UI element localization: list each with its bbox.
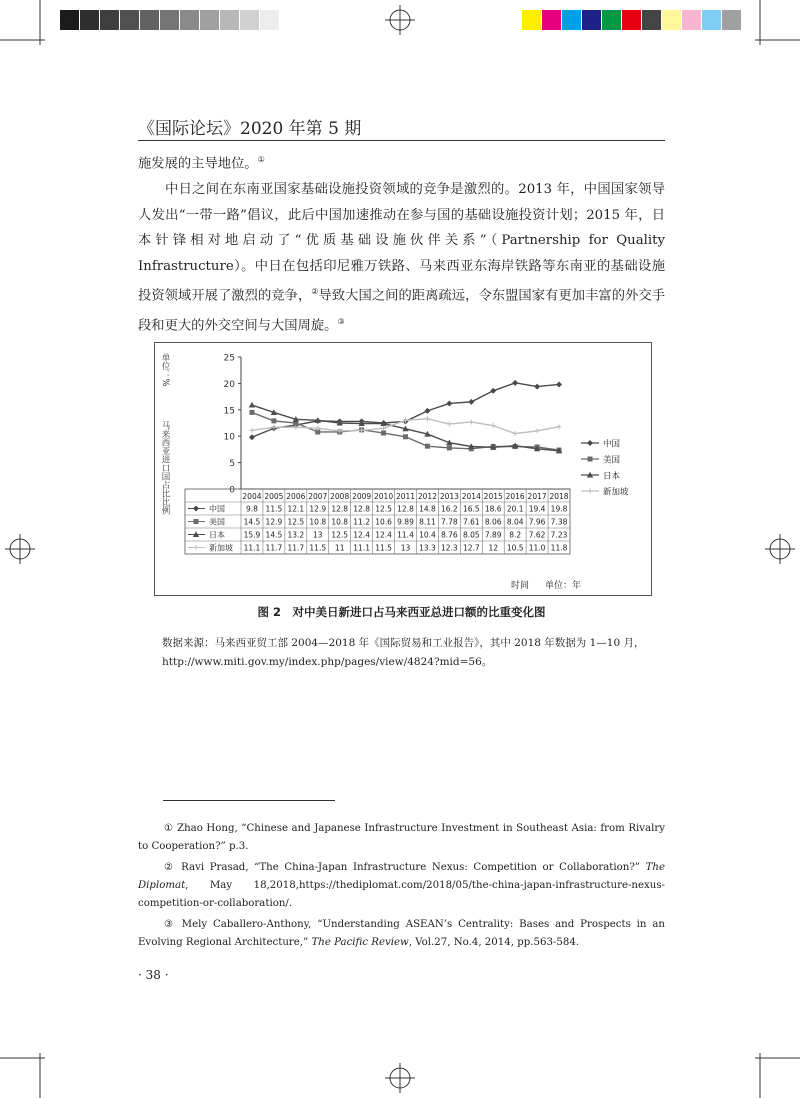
data-label: 11	[334, 543, 345, 553]
data-label: 8.05	[462, 530, 480, 540]
x-tick-label: 2018	[549, 492, 569, 501]
data-point	[271, 418, 276, 423]
data-point	[491, 423, 496, 428]
color-swatch	[542, 10, 561, 30]
data-point	[447, 445, 452, 450]
x-tick-label: 2007	[308, 492, 328, 501]
footnote-ref-1[interactable]: ①	[257, 155, 265, 164]
data-label: 19.8	[550, 504, 568, 514]
data-label: 8.76	[441, 530, 458, 540]
footnote-3-text-b: , Vol.27, No.4, 2014, pp.563-584.	[408, 937, 580, 948]
unit-label: 单位：%	[160, 353, 170, 387]
gray-swatch	[200, 10, 219, 30]
y-tick-label: 5	[229, 459, 235, 470]
table-row-label: 美国	[209, 517, 225, 527]
data-label: 12.5	[375, 504, 392, 514]
footnote-1-mark: ①	[164, 823, 174, 834]
data-label: 12.8	[353, 504, 370, 514]
data-label: 18.6	[484, 504, 502, 514]
data-point	[249, 410, 254, 415]
data-label: 7.62	[528, 530, 546, 540]
color-swatch	[522, 10, 541, 30]
table-row-label: 中国	[209, 504, 225, 514]
x-tick-label: 2010	[374, 492, 394, 501]
data-label: 7.38	[550, 517, 568, 527]
footnote-2-journal: The Diplomat	[138, 862, 665, 891]
data-label: 10.4	[419, 530, 436, 540]
data-label: 15.9	[243, 530, 261, 540]
data-point	[490, 388, 496, 394]
footnote-3-mark: ③	[164, 919, 176, 930]
data-label: 11.5	[375, 543, 392, 553]
footnote-ref-2[interactable]: ②	[311, 287, 319, 297]
data-label: 11.1	[243, 543, 261, 553]
data-label: 12.8	[397, 504, 414, 514]
data-label: 11.2	[353, 517, 370, 527]
color-swatch	[702, 10, 721, 30]
data-label: 20.1	[506, 504, 524, 514]
data-label: 11.5	[265, 504, 283, 514]
data-label: 13	[312, 530, 323, 540]
x-tick-label: 2009	[352, 492, 372, 501]
data-point	[556, 381, 562, 387]
x-axis-label: 时间	[511, 581, 530, 591]
footnote-3-text-a: Mely Caballero-Anthony, “Understanding ASEAN’s Centrality: Bases and Prospects in an Evolving Regional Architecture,”	[138, 919, 665, 948]
paragraph-2-text-b: 导致大国之间的距离疏远，令东盟国家有更加丰富的外交手段和更大的外交空间与大国周旋。	[138, 288, 666, 334]
paragraph-2	[138, 177, 665, 339]
color-swatch	[682, 10, 701, 30]
data-label: 16.5	[462, 504, 480, 514]
gray-swatch	[240, 10, 259, 30]
data-point	[446, 400, 452, 406]
gray-swatch	[260, 10, 279, 30]
data-label: 14.5	[243, 517, 261, 527]
data-label: 16.2	[441, 504, 458, 514]
footnotes	[138, 820, 665, 955]
gray-swatch	[180, 10, 199, 30]
data-label: 19.4	[528, 504, 546, 514]
footnote-rule	[163, 800, 335, 801]
table-row-key-marker	[194, 519, 199, 524]
data-label: 12	[488, 543, 499, 553]
legend-marker	[588, 489, 593, 494]
data-point	[249, 402, 255, 408]
data-label: 7.23	[550, 530, 568, 540]
body-text	[138, 147, 665, 339]
data-label: 11.5	[309, 543, 327, 553]
color-swatch	[582, 10, 601, 30]
data-label: 14.5	[265, 530, 283, 540]
data-label: 12.5	[287, 517, 305, 527]
source-note: 数据来源：马来西亚贸工部 2004—2018 年《国际贸易和工业报告》，其中 2018 年数据为 1—10 月，http://www.miti.gov.my/index.php/pages/view/4824?mid=56。	[162, 637, 645, 668]
data-label: 12.8	[331, 504, 349, 514]
paragraph-1-text: 施发展的主导地位。	[138, 156, 258, 172]
data-point	[381, 431, 386, 436]
gray-swatch	[60, 10, 79, 30]
paragraph-2-text-a: 中日之间在东南亚国家基础设施投资领域的竞争是激烈的。2013 年，中国国家领导人发出“一带一路”倡议，此后中国加速推动在参与国的基础设施投资计划；2015 年，日本针锋相对地启动了“优质基础设施伙伴关系”（Partnership for Quality Infrastructure）。中日在包括印尼雅万铁路、马来西亚东海岸铁路等东南亚的基础设施投资领域开展了激烈的竞争，	[138, 182, 665, 304]
data-point	[249, 434, 255, 440]
data-label: 12.9	[309, 504, 327, 514]
x-tick-label: 2017	[527, 492, 547, 501]
color-swatch	[642, 10, 661, 30]
color-swatch	[562, 10, 581, 30]
data-label: 11.7	[287, 543, 305, 553]
legend-label: 新加坡	[603, 487, 629, 498]
data-label: 8.11	[419, 517, 436, 527]
x-tick-label: 2016	[505, 492, 525, 501]
x-tick-label: 2014	[461, 492, 481, 501]
footnote-1-text: Zhao Hong, “Chinese and Japanese Infrastructure Investment in Southeast Asia: from Rivalry to Cooperation?” p.3.	[138, 823, 666, 852]
data-label: 12.5	[331, 530, 349, 540]
legend-label: 美国	[603, 455, 621, 466]
data-label: 10.5	[506, 543, 524, 553]
y-tick-label: 10	[223, 432, 235, 443]
data-label: 9.8	[245, 504, 258, 514]
data-point	[513, 431, 518, 436]
data-point	[381, 426, 386, 431]
legend-marker	[587, 440, 593, 446]
data-label: 11.4	[397, 530, 414, 540]
data-label: 8.06	[484, 517, 502, 527]
gray-swatch	[120, 10, 139, 30]
gray-swatch	[100, 10, 119, 30]
data-label: 12.1	[287, 504, 305, 514]
legend-label: 中国	[603, 439, 621, 450]
figure-2-chart	[154, 342, 652, 596]
y-tick-label: 20	[223, 379, 235, 390]
legend-label: 日本	[603, 471, 621, 482]
x-unit-label: 单位：年	[545, 581, 582, 591]
line-chart-svg	[155, 343, 651, 595]
data-label: 9.89	[397, 517, 414, 527]
data-label: 13	[400, 543, 411, 553]
data-label: 8.04	[506, 517, 524, 527]
table-row-key-marker	[194, 545, 199, 550]
gray-swatch	[220, 10, 239, 30]
footnote-2	[138, 859, 665, 913]
data-label: 12.3	[441, 543, 458, 553]
x-tick-label: 2015	[483, 492, 503, 501]
x-tick-label: 2006	[286, 492, 306, 501]
header-rule	[138, 140, 665, 141]
data-point	[447, 422, 452, 427]
color-swatch	[722, 10, 741, 30]
data-label: 11.8	[550, 543, 568, 553]
data-label: 14.8	[419, 504, 436, 514]
data-label: 10.6	[375, 517, 392, 527]
color-swatch	[602, 10, 621, 30]
table-row-label: 日本	[209, 530, 225, 540]
figure-caption: 图 2 对中美日新进口占马来西亚总进口额的比重变化图	[257, 605, 546, 619]
data-point	[512, 380, 518, 386]
y-tick-label: 15	[223, 406, 235, 417]
data-point	[403, 434, 408, 439]
table-row-label: 新加坡	[209, 543, 233, 553]
data-point	[424, 408, 430, 414]
running-head: 《国际论坛》2020 年第 5 期	[138, 119, 362, 139]
y-tick-label: 0	[229, 485, 235, 496]
color-swatch	[622, 10, 641, 30]
data-label: 12.7	[462, 543, 480, 553]
footnote-2-mark: ②	[164, 862, 176, 873]
footnote-2-text-a: Ravi Prasad, “The China-Japan Infrastructure Nexus: Competition or Collaboration?”	[181, 862, 640, 873]
data-point	[425, 444, 430, 449]
gray-swatch	[160, 10, 179, 30]
data-label: 12.9	[265, 517, 283, 527]
data-point	[557, 424, 562, 429]
x-tick-label: 2011	[395, 492, 416, 501]
x-tick-label: 2008	[330, 492, 350, 501]
data-point	[469, 419, 474, 424]
data-label: 10.8	[331, 517, 349, 527]
page-number: · 38 ·	[138, 968, 169, 982]
data-point	[425, 416, 430, 421]
data-label: 12.4	[353, 530, 370, 540]
x-tick-label: 2013	[439, 492, 459, 501]
data-label: 11.1	[353, 543, 370, 553]
data-label: 13.2	[287, 530, 305, 540]
data-label: 8.2	[509, 530, 522, 540]
paragraph-1	[138, 147, 665, 177]
data-label: 7.78	[441, 517, 458, 527]
data-label: 11.7	[265, 543, 283, 553]
data-label: 7.89	[484, 530, 502, 540]
footnote-2-text-b: , May 18,2018,https://thediplomat.com/2018/05/the-china-japan-infrastructure-nexus-competition-or-collaboration/.	[138, 880, 665, 909]
color-swatch	[662, 10, 681, 30]
x-tick-label: 2012	[417, 492, 437, 501]
footnote-3-journal: The Pacific Review	[311, 937, 409, 948]
footnote-ref-3[interactable]: ③	[337, 317, 345, 327]
data-label: 10.8	[309, 517, 327, 527]
data-point	[249, 428, 254, 433]
gray-swatch	[140, 10, 159, 30]
x-tick-label: 2004	[242, 492, 262, 501]
data-label: 7.61	[462, 517, 480, 527]
y-tick-label: 25	[223, 353, 235, 364]
data-point	[535, 428, 540, 433]
data-label: 7.96	[528, 517, 546, 527]
data-point	[534, 384, 540, 390]
data-point	[468, 399, 474, 405]
footnote-1	[138, 820, 665, 856]
y-axis-label: 马来西亚进口国占比比例	[160, 421, 170, 515]
x-tick-label: 2005	[264, 492, 284, 501]
table-row-key-marker	[193, 506, 199, 512]
data-label: 12.4	[375, 530, 392, 540]
legend-marker	[588, 457, 593, 462]
gray-swatch	[80, 10, 99, 30]
footnote-3	[138, 916, 665, 952]
data-label: 11.0	[528, 543, 546, 553]
data-label: 13.3	[419, 543, 436, 553]
